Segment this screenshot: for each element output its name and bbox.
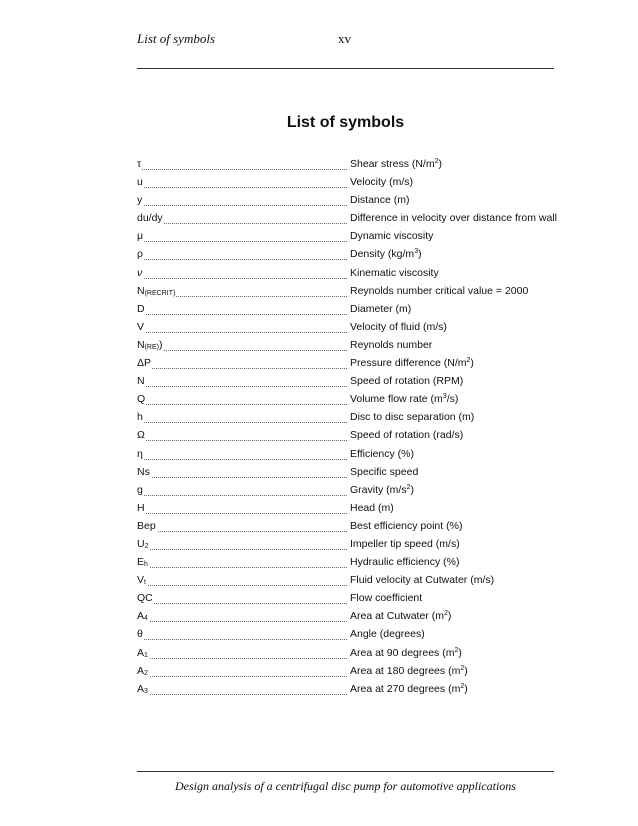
header-page-number: xv	[338, 31, 351, 46]
symbol-row	[137, 609, 557, 627]
symbol-description: Velocity (m/s)	[350, 176, 414, 189]
dot-leader	[139, 169, 347, 170]
symbol-term: N	[137, 375, 145, 388]
symbol-description: Difference in velocity over distance from wall	[350, 212, 557, 225]
symbol-term: Q	[137, 393, 146, 406]
dot-leader	[139, 187, 347, 188]
dot-leader	[139, 513, 347, 514]
symbol-term: du/dy	[137, 212, 163, 225]
dot-leader	[139, 477, 347, 478]
symbol-description: Velocity of fluid (m/s)	[350, 320, 447, 333]
symbol-description: Reynolds number	[350, 338, 433, 351]
symbol-term: y	[137, 194, 143, 207]
symbol-description: Distance (m)	[350, 194, 410, 207]
symbol-description: Speed of rotation (RPM)	[350, 375, 464, 388]
symbol-row	[137, 447, 557, 465]
symbol-description: Dynamic viscosity	[350, 230, 434, 243]
dot-leader	[139, 531, 347, 532]
symbol-description: Diameter (m)	[350, 302, 412, 315]
dot-leader	[139, 459, 347, 460]
symbol-term: D	[137, 302, 145, 315]
symbol-term: ν	[137, 266, 143, 279]
symbol-row	[137, 483, 557, 501]
symbol-term: A2	[137, 664, 148, 677]
symbol-term: Ω	[137, 429, 145, 442]
symbol-term: V	[137, 320, 145, 333]
symbol-row	[137, 229, 557, 247]
dot-leader	[139, 259, 347, 260]
symbol-row	[137, 519, 557, 537]
symbol-description: Best efficiency point (%)	[350, 519, 463, 532]
symbol-description: Angle (degrees)	[350, 628, 425, 641]
dot-leader	[139, 676, 347, 677]
dot-leader	[139, 350, 347, 351]
symbol-description: Disc to disc separation (m)	[350, 411, 475, 424]
symbol-row	[137, 537, 557, 555]
symbol-row	[137, 284, 557, 302]
symbol-description: Area at 180 degrees $(m^2)$	[350, 664, 468, 677]
dot-leader	[139, 278, 347, 279]
dot-leader	[139, 241, 347, 242]
symbol-description: Area at 90 degrees $(m^2)$	[350, 646, 462, 659]
page-title: List of symbols	[286, 114, 405, 131]
dot-leader	[139, 639, 347, 640]
symbol-term: Bep	[137, 519, 156, 532]
symbol-term: ΔP	[137, 357, 152, 370]
dot-leader	[139, 567, 347, 568]
symbol-description: Speed of rotation (rad/s)	[350, 429, 464, 442]
dot-leader	[139, 332, 347, 333]
dot-leader	[139, 205, 347, 206]
dot-leader	[139, 603, 347, 604]
symbol-row	[137, 664, 557, 682]
symbol-row	[137, 211, 557, 229]
symbol-row	[137, 627, 557, 645]
symbol-row	[137, 175, 557, 193]
dot-leader	[139, 386, 347, 387]
symbol-description: Efficiency (%)	[350, 447, 414, 460]
dot-leader	[139, 495, 347, 496]
symbol-row	[137, 302, 557, 320]
symbol-row	[137, 374, 557, 392]
running-header	[137, 31, 554, 51]
symbol-description: Pressure difference $(N/m^2)$	[350, 357, 474, 370]
symbol-description: Area at 270 degrees $(m^2)$	[350, 682, 468, 695]
symbol-term: Eh	[137, 556, 148, 569]
dot-leader	[139, 694, 347, 695]
symbol-row	[137, 591, 557, 609]
symbol-term: Ns	[137, 465, 150, 478]
symbol-term: u	[137, 176, 143, 189]
symbol-row	[137, 465, 557, 483]
symbol-description: Reynolds number critical value = 2000	[350, 284, 529, 297]
symbol-description: Fluid velocity at Cutwater (m/s)	[350, 574, 495, 587]
symbol-description: Shear stress $(N/m^2)$	[350, 158, 443, 170]
symbol-row	[137, 266, 557, 284]
symbol-row	[137, 392, 557, 410]
dot-leader	[139, 314, 347, 315]
footer-rule	[137, 771, 554, 772]
symbol-term: H	[137, 501, 145, 514]
symbol-row	[137, 555, 557, 573]
symbol-row	[137, 338, 557, 356]
symbol-row	[137, 428, 557, 446]
symbol-row	[137, 573, 557, 591]
symbol-description: Impeller tip speed (m/s)	[350, 537, 460, 550]
symbol-description: Gravity $(m/s^2)$	[350, 483, 414, 496]
symbol-term: θ	[137, 628, 143, 641]
symbol-description: Volume flow rate $(m^3/s)$	[350, 393, 459, 406]
symbol-description: Specific speed	[350, 465, 419, 478]
dot-leader	[139, 404, 347, 405]
page-footer: Design analysis of a centrifugal disc pump for automotive applications	[175, 779, 516, 793]
symbol-term: N(RE))	[137, 338, 163, 351]
symbol-row	[137, 410, 557, 428]
header-section-title: List of symbols	[137, 31, 216, 46]
symbol-description: Flow coefficient	[350, 592, 423, 605]
symbol-term: A4	[137, 610, 148, 623]
dot-leader	[139, 440, 347, 441]
symbol-term: h	[137, 411, 143, 424]
symbol-row	[137, 320, 557, 338]
symbol-term: g	[137, 483, 143, 496]
header-rule	[137, 68, 554, 69]
symbol-list	[137, 157, 557, 700]
dot-leader	[139, 658, 347, 659]
symbol-description: Head (m)	[350, 501, 394, 514]
symbol-term: η	[137, 447, 143, 460]
symbol-row	[137, 356, 557, 374]
symbol-row	[137, 501, 557, 519]
dot-leader	[139, 549, 347, 550]
symbol-row	[137, 646, 557, 664]
symbol-description: Kinematic viscosity	[350, 266, 439, 279]
symbol-row	[137, 682, 557, 700]
symbol-description: Density $(kg/m^3)$	[350, 248, 422, 261]
dot-leader	[139, 585, 347, 586]
symbol-term: μ	[137, 230, 144, 243]
symbol-term: A1	[137, 646, 148, 659]
symbol-row	[137, 157, 557, 175]
dot-leader	[139, 621, 347, 622]
symbol-term: QC	[137, 592, 153, 605]
symbol-description: Hydraulic efficiency (%)	[350, 556, 460, 569]
symbol-row	[137, 247, 557, 265]
dot-leader	[139, 422, 347, 423]
symbol-term: U2	[137, 537, 149, 550]
dot-leader	[139, 223, 347, 224]
symbol-term: ρ	[137, 248, 143, 261]
symbol-term: Vt	[137, 574, 146, 587]
symbol-row	[137, 193, 557, 211]
symbol-description: Area at Cutwater $(m^2)$	[350, 610, 452, 623]
symbol-term: N(RECRIT)	[137, 284, 176, 297]
symbol-term: A3	[137, 682, 148, 695]
dot-leader	[139, 368, 347, 369]
symbol-term: τ	[137, 158, 142, 170]
